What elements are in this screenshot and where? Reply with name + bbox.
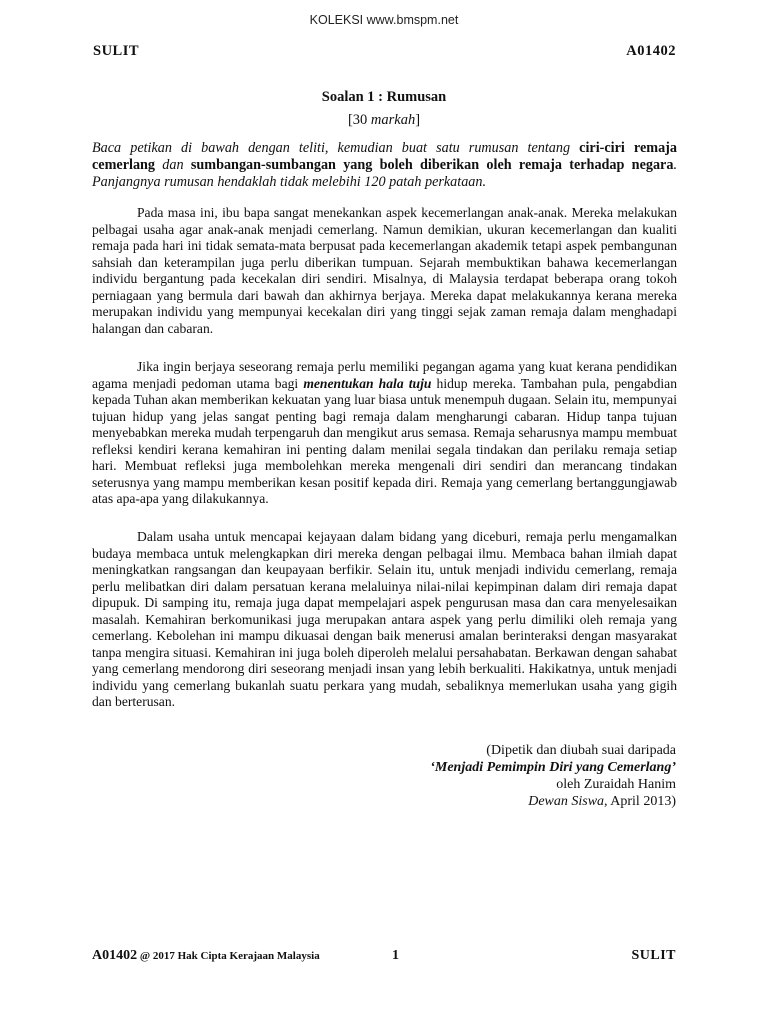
instruction-part2: dan <box>155 157 191 173</box>
paragraph-2-part-b: hidup mereka. Tambahan pula, pengabdian kepada Tuhan akan memberikan kekuatan yang luar biasa untuk menempuh dugaan. Selain itu, mempunyai tujuan hidup yang jelas sangat penting bagi remaja dalam mengharungi cabaran. Hidup tanpa tujuan menyebabkan mereka mudah terpengaruh dan mengikut arus semasa. Remaja seharusnya mampu membuat refleksi kendiri kerana kemahiran ini penting dalam menilai segala tindakan dan perilaku remaja setiap hari. Membuat refleksi juga membolehkan mereka mengenali diri sendiri dan merancang tindakan seterusnya yang mampu memberikan kesan positif kepada diri. Remaja yang cemerlang bertanggungjawab atas apa-apa yang dilakukannya. <box>92 375 677 506</box>
footer-copyright <box>92 948 320 964</box>
citation-author: oleh Zuraidah Hanim <box>556 777 676 792</box>
marks-word: markah <box>370 112 416 128</box>
citation-book-title: ‘Menjadi Pemimpin Diri yang Cemerlang’ <box>430 760 676 775</box>
question-title: Soalan 1 : Rumusan <box>321 89 447 105</box>
header-paper-code: A01402 <box>626 43 676 59</box>
footer-copyright-text: @ 2017 Hak Cipta Kerajaan Malaysia <box>137 950 320 962</box>
marks-label <box>0 112 768 129</box>
instruction-part1: Baca petikan di bawah dengan teliti, kemudian buat satu rumusan tentang <box>92 140 580 156</box>
passage-paragraph-2 <box>92 359 677 508</box>
source-citation <box>430 742 676 810</box>
passage-paragraph-3: Dalam usaha untuk mencapai kejayaan dalam bidang yang diceburi, remaja perlu mengamalkan budaya membaca untuk melengkapkan diri mereka dengan pelbagai ilmu. Membaca bahan ilmiah dapat meningkatkan rangsangan dan keupayaan berfikir. Selain itu, untuk menjadi individu cemerlang, remaja perlu melibatkan diri dalam persatuan kerana melaluinya nilai-nilai kepimpinan dalam diri remaja dapat dipupuk. Di samping itu, remaja juga dapat mempelajari aspek pengurusan masa dan cara menyelesaikan masalah. Kemahiran berkomunikasi juga merupakan antara aspek yang perlu dimiliki oleh remaja yang cemerlang. Kebolehan ini mampu dikuasai dengan baik menerusi amalan berinteraksi dengan masyarakat tanpa mengira situasi. Kemahiran ini juga boleh diperoleh melalui persahabatan. Berkawan dengan sahabat yang cemerlang mendorong diri seseorang menjadi insan yang lebih berkualiti. Hakikatnya, untuk menjadi individu yang cemerlang bukanlah suatu perkara yang mudah, sebaliknya memerlukan usaha yang gigih dan berterusan. <box>92 529 677 709</box>
instruction-part3: . Panjangnya rumusan hendaklah tidak melebihi 120 patah perkataan. <box>92 157 677 190</box>
footer-classification: SULIT <box>631 948 676 963</box>
citation-date: , April 2013) <box>604 794 676 809</box>
marks-close: ] <box>415 112 421 128</box>
page-number: 1 <box>392 948 399 963</box>
instruction-focus-2: sumbangan-sumbangan yang boleh diberikan oleh remaja terhadap negara <box>190 157 674 173</box>
paragraph-2-part-a: Jika ingin berjaya seseorang remaja perlu memiliki pegangan agama yang kuat kerana pendidikan agama menjadi pedoman utama bagi <box>92 359 677 391</box>
citation-line-1: (Dipetik dan diubah suai daripada <box>486 743 676 758</box>
marks-open: [30 <box>347 112 371 128</box>
watermark-banner: KOLEKSI www.bmspm.net <box>309 13 459 27</box>
header-classification: SULIT <box>93 43 140 59</box>
instruction-focus-1: ciri-ciri remaja cemerlang <box>92 140 677 173</box>
passage-paragraph-1: Pada masa ini, ibu bapa sangat menekankan aspek kecemerlangan anak-anak. Mereka melakukan pelbagai usaha agar anak-anak menjadi cemerlang. Namun demikian, ukuran kecemerlangan dan kualiti remaja pada hari ini tidak semata-mata berpusat pada kecemerlangan akademik tetapi aspek pembangunan sahsiah dan keterampilan juga perlu diberikan tumpuan. Sejarah membuktikan bahawa kecemerlangan individu bergantung pada kecekalan diri sendiri. Misalnya, di Malaysia terdapat beberapa orang tokoh perniagaan yang bermula dari bawah dan akhirnya berjaya. Mereka dapat melakukannya kerana mereka merupakan individu yang mempunyai kecekalan diri yang tinggi sejak zaman remaja dalam menghadapi halangan dan cabaran. <box>92 205 677 336</box>
instruction <box>92 140 677 191</box>
paragraph-2-emphasis: menentukan hala tuju <box>303 375 432 391</box>
citation-magazine: Dewan Siswa <box>528 794 605 809</box>
footer-paper-code: A01402 <box>92 948 138 963</box>
